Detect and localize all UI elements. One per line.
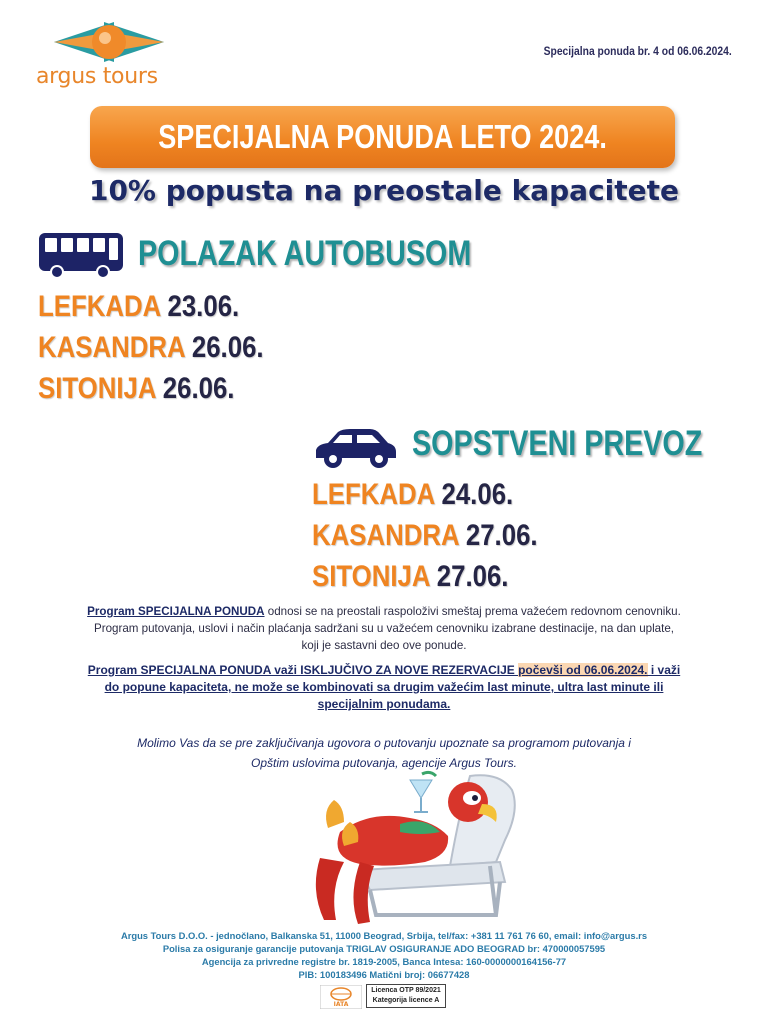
iata-logo (320, 985, 362, 1009)
car-icon (312, 428, 398, 470)
licence-box: Licenca OTP 89/2021 Kategorija licence A (366, 984, 446, 1008)
validity-notice: Program SPECIJALNA PONUDA važi ISKLJUČIVO ZA NOVE REZERVACIJE počevši od 06.06.2024. i važi do popune kapaciteta, ne može se kombinovati sa drugim važećim last minute, ultra last minute ili specijalnim ponudama. (87, 663, 681, 711)
car-section-title: SOPSTVENI PREVOZ (412, 424, 703, 463)
destination-name: KASANDRA (312, 519, 459, 552)
destination-date: 23.06. (167, 290, 240, 323)
car-destination-lefkada (312, 478, 513, 512)
destination-name: LEFKADA (312, 478, 435, 511)
logo-text: argus tours (36, 64, 158, 89)
destination-name: SITONIJA (38, 372, 156, 405)
discount-subtitle: 10% popusta na preostale kapacitete (88, 174, 680, 207)
bus-destination-kasandra (38, 331, 264, 365)
car-destination-kasandra (312, 519, 538, 553)
bus-destination-sitonija (38, 372, 234, 406)
destination-date: 26.06. (191, 331, 264, 364)
parrot-lounger-illustration (300, 770, 535, 930)
headline-banner (90, 106, 675, 168)
destination-name: LEFKADA (38, 290, 161, 323)
program-description: Program SPECIJALNA PONUDA odnosi se na preostali raspoloživi smeštaj prema važećem redovnom cenovniku. Program putovanja, uslovi i način plaćanja sadržani su u važećem cenovniku izabrane destinacije, na dan uplate, koji je sastavni deo ove ponude. (87, 605, 681, 652)
start-date-highlight: počevši od 06.06.2024. (518, 663, 648, 677)
bus-icon (38, 232, 124, 280)
bus-section-title: POLAZAK AUTOBUSOM (138, 234, 472, 273)
car-destination-sitonija (312, 560, 508, 594)
offer-number: Specijalna ponuda br. 4 od 06.06.2024. (543, 44, 732, 58)
program-link: Program SPECIJALNA PONUDA (87, 605, 265, 618)
bus-destination-lefkada (38, 290, 239, 324)
destination-name: SITONIJA (312, 560, 430, 593)
destination-date: 27.06. (465, 519, 538, 552)
destination-name: KASANDRA (38, 331, 185, 364)
terms-notice: Molimo Vas da se pre zaključivanja ugovora o putovanju upoznate sa programom putovanja i Opštim uslovima putovanja, agencije Argus Tours. (137, 736, 631, 770)
company-footer: Argus Tours D.O.O. - jednočlano, Balkanska 51, 11000 Beograd, Srbija, tel/fax: +381 11 761 76 60, email: info@argus.rs Polisa za osiguranje garancije putovanja TRIGLAV OSIGURANJE ADO BEOGRAD br: 470000057595 Agencija za privredne registre br. 1819-2005, Banca Intesa: 160-0000000164156-77 PIB: 100183496 Matični broj: 06677428 (120, 930, 648, 980)
iata-label: IATA (333, 1001, 349, 1008)
headline-text: SPECIJALNA PONUDA LETO 2024. (158, 118, 607, 155)
destination-date: 26.06. (162, 372, 235, 405)
destination-date: 27.06. (436, 560, 509, 593)
destination-date: 24.06. (441, 478, 514, 511)
